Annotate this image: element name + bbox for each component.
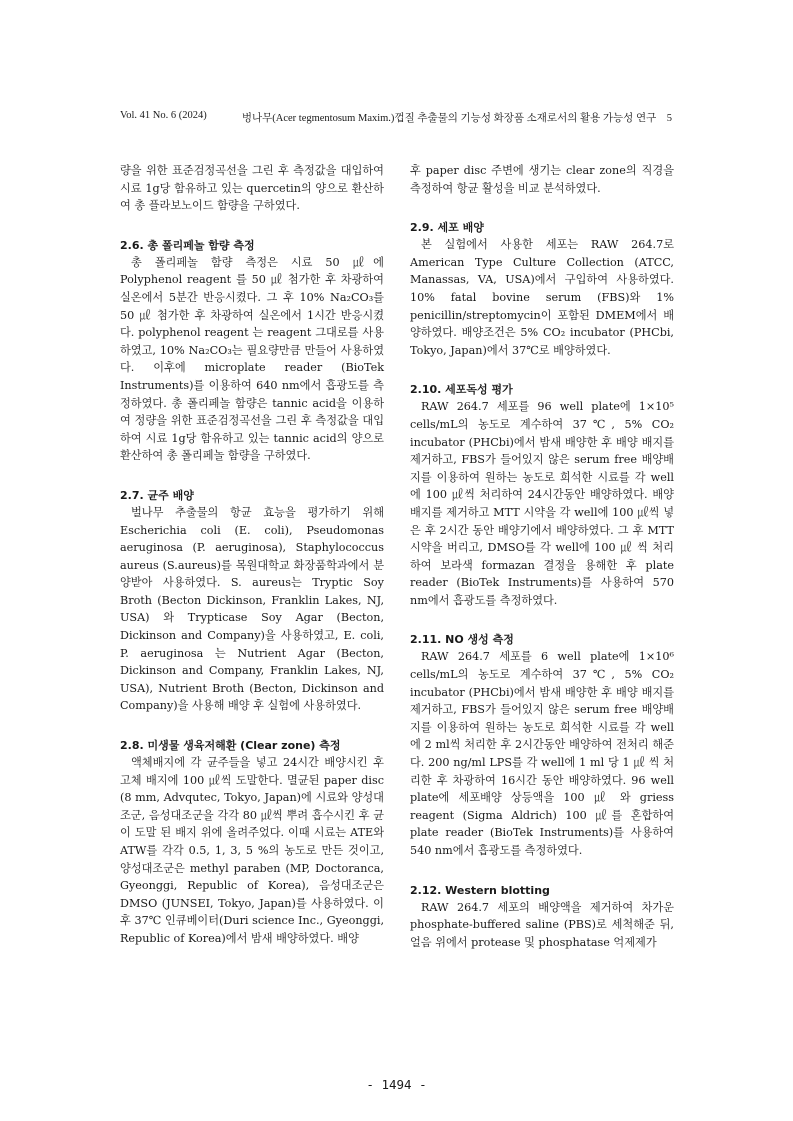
paragraph: 액체배지에 각 균주들을 넣고 24시간 배양시킨 후 고체 배지에 100 ㎕씩 도말한다. 멸균된 paper disc (8 mm, Advqutec, Tokyo, Japan)에 시료와 양성대조군, 음성대조군을 각각 80 ㎕씩 뿌려 흡수시킨 후 균이 도말 된 배지 위에 올려주었다. 이때 시료는 ATE와 ATW를 각각 0.5, 1, 3, 5 %의 농도로 만든 것이고, 양성대조군은 methyl paraben (MP, Doctoranca, Gyeonggi, Republic of Korea), 음성대조군은 DMSO (JUNSEI, Tokyo, Japan)를 사용하였다. 이후 37℃ 인큐베이터(Duri science Inc., Gyeonggi, Republic of Korea)에서 밤새 배양하였다. 배양 [120,756,384,945]
paragraph: RAW 264.7 세포를 6 well plate에 1×10⁶ cells/mL의 농도로 계수하여 37℃, 5% CO₂ incubator (PHCbi)에서 밤새 배양한 후 배양 배지를 제거하고, FBS가 들어있지 않은 serum free 배양배지를 이용하여 원하는 농도로 희석한 시료를 각 well에 2 ml씩 처리한 후 2시간동안 배양하여 전처리 해준다. 200 ng/ml LPS를 각 well에 1 ml 당 1 ㎕ 씩 처리한 후 차광하여 16시간 동안 배양하였다. 96 well plate에 세포배양 상등액을 100 ㎕ 와 griess reagent (Sigma Aldrich) 100 ㎕를 혼합하여 plate reader (BioTek Instruments)를 사용하여 540 nm에서 흡광도를 측정하였다. [410,650,674,857]
paragraph: 본 실험에서 사용한 세포는 RAW 264.7로 American Type Culture Collection (ATCC, Manassas, VA, USA)에서 구입하여 사용하였다. 10% fatal bovine serum (FBS)와 1% penicillin/streptomycin이 포함된 DMEM에서 배양하였다. 배양조건은 5% CO₂ incubator (PHCbi, Tokyo, Japan)에서 37℃로 배양하였다. [410,238,674,357]
section-heading: 2.8. 미생물 생육저해환 (Clear zone) 측정 [120,739,341,753]
running-header [120,110,672,126]
header-page-number: 5 [666,113,672,124]
section-heading: 2.6. 총 폴리페놀 함량 측정 [120,238,255,252]
section-heading: 2.11. NO 생성 측정 [410,633,514,647]
running-title: 벙나무(Acer tegmentosum Maxim.)껍질 추출물의 기능성 화장품 소재로서의 활용 가능성 연구 [241,113,657,124]
paragraph: 벌나무 추출물의 항균 효능을 평가하기 위해 Escherichia coli (E. coli), Pseudomonas aeruginosa (P. aeruginosa), Staphylococcus aureus (S.aureus)를 목원대학교 화장품학과에서 분양받아 사용하였다. S. aureus는 Tryptic Soy Broth (Becton Dickinson, Franklin Lakes, NJ, USA) 와 Trypticase Soy Agar (Becton, Dickinson and Company)을 사용하였고, E. coli, P. aeruginosa 는 Nutrient Agar (Becton, Dickinson and Company, Franklin Lakes, NJ, USA), Nutrient Broth (Becton, Dickinson and Company)을 사용해 배양 후 실험에 사용하였다. [120,505,384,713]
paragraph: 량을 위한 표준검정곡선을 그린 후 측정값을 대입하여 시료 1g당 함유하고 있는 quercetin의 양으로 환산하여 총 플라보노이드 함량을 구하였다. [120,164,384,213]
section-heading: 2.10. 세포독성 평가 [410,383,513,397]
page-number: - 1494 - [366,1077,427,1092]
section-heading: 2.9. 세포 배양 [410,221,484,235]
paragraph: RAW 264.7 세포의 배양액을 제거하여 차가운 phosphate-buffered saline (PBS)로 세척해준 뒤, 얼음 위에서 protease 및 phosphatase 억제제가 [410,900,674,949]
paragraph: 총 폴리페놀 함량 측정은 시료 50 ㎕에 Polyphenol reagent 를 50 ㎕ 첨가한 후 차광하여 실온에서 5분간 반응시켰다. 그 후 10% Na₂CO₃를 50 ㎕ 첨가한 후 차광하여 실온에서 1시간 반응시켰다. polyphenol reagent 는 reagent 그대로를 사용하였고, 10% Na₂CO₃는 필요량만큼 만들어 사용하였다. 이후에 microplate reader (BioTek Instruments)를 이용하여 640 nm에서 흡광도를 측정하였다. 총 폴리페놀 함량은 tannic acid을 이용하여 정량을 위한 표준검정곡선을 그린 후 측정값을 대입하여 시료 1g당 함유하고 있는 tannic acid의 양으로 환산하여 총 폴리페놀 함량을 구하였다. [120,255,384,463]
journal-volume: Vol. 41 No. 6 (2024) [120,110,207,121]
section-heading: 2.7. 균주 배양 [120,488,194,502]
paragraph: 후 paper disc 주변에 생기는 clear zone의 직경을 측정하여 항균 활성을 비교 분석하였다. [410,164,674,195]
section-heading: 2.12. Western blotting [410,883,550,897]
paragraph: RAW 264.7 세포를 96 well plate에 1×10⁵ cells/mL의 농도로 계수하여 37℃, 5% CO₂ incubator (PHCbi)에서 밤새 배양한 후 배양 배지를 제거하고, FBS가 들어있지 않은 serum free 배양배지를 이용하여 원하는 농도로 희석한 시료를 각 well에 100 ㎕씩 처리하여 24시간동안 배양하였다. 배양 배지를 제거하고 MTT 시약을 각 well에 100 ㎕씩 넣은 후 2시간 동안 배양기에서 배양하였다. 그 후 MTT 시약을 버리고, DMSO를 각 well에 100 ㎕ 씩 처리하여 보라색 formazan 결정을 용해한 후 plate reader (BioTek Instruments)를 사용하여 570 nm에서 흡광도를 측정하였다. [410,400,674,607]
running-title-block [242,110,672,125]
right-column [410,162,674,951]
left-column [120,162,384,948]
